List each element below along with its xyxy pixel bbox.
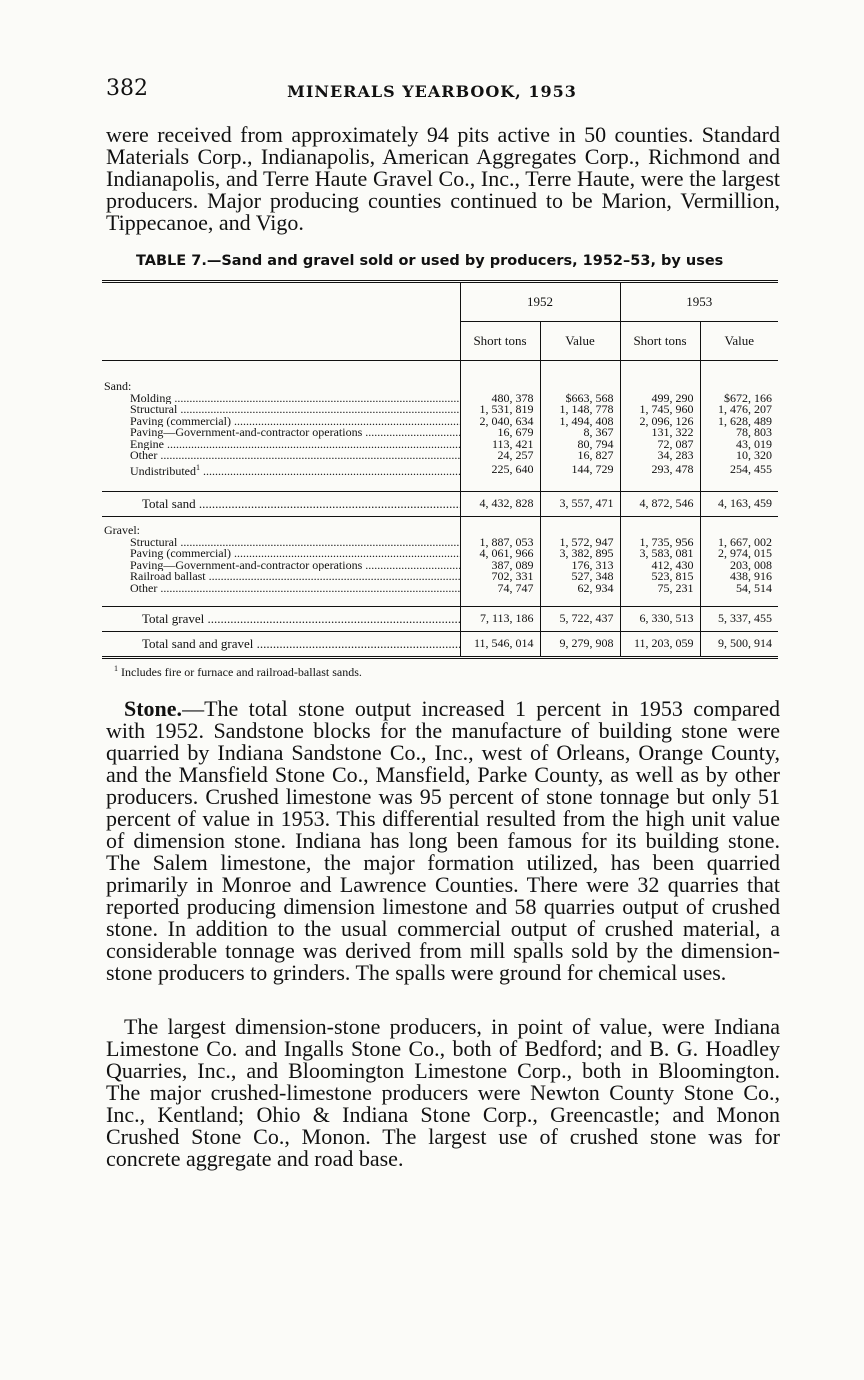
cell: 523, 815 <box>620 571 700 583</box>
cell: 5, 722, 437 <box>540 607 620 632</box>
cell: 3, 583, 081 <box>620 548 700 560</box>
row-label: Structural ..... <box>102 537 460 549</box>
cell: 6, 330, 513 <box>620 607 700 632</box>
row-label: Undistributed$^1$ ..... <box>102 462 460 478</box>
cell: 144, 729 <box>540 462 620 478</box>
row-label: Molding ..... <box>102 393 460 405</box>
intro-paragraph: were received from approximately 94 pits active in 50 counties. Standard Materials Corp., Indianapolis, American Aggregates Corp., Richmond and Indianapolis, and Terre Haute Gravel Co., Inc., Terre Haute, were the largest producers. Major producing counties continued to be Marion, Vermillion, Tippecanoe, and Vigo. <box>106 122 780 235</box>
col-value-1953: Value <box>700 322 778 361</box>
gravel-heading: Gravel: <box>104 523 140 537</box>
header-blank-2 <box>102 322 460 361</box>
total-gravel-row <box>102 607 778 632</box>
row-label: Paving—Government-and-contractor operations ..... <box>102 560 460 572</box>
cell: 78, 803 <box>700 427 778 439</box>
cell: 412, 430 <box>620 560 700 572</box>
cell: 4, 432, 828 <box>460 492 540 517</box>
sand-heading: Sand: <box>104 379 132 393</box>
cell: 3, 382, 895 <box>540 548 620 560</box>
cell: 16, 679 <box>460 427 540 439</box>
cell: 225, 640 <box>460 462 540 478</box>
row-label: Structural ..... <box>102 404 460 416</box>
cell: 62, 934 <box>540 583 620 595</box>
cell: 1, 494, 408 <box>540 416 620 428</box>
cell: $663, 568 <box>540 393 620 405</box>
cell: 54, 514 <box>700 583 778 595</box>
stone-lead: Stone. <box>124 696 183 721</box>
cell: 7, 113, 186 <box>460 607 540 632</box>
cell: 43, 019 <box>700 439 778 451</box>
cell: 176, 313 <box>540 560 620 572</box>
cell: 9, 279, 908 <box>540 632 620 658</box>
cell: 75, 231 <box>620 583 700 595</box>
table-caption: TABLE 7.—Sand and gravel sold or used by producers, 1952–53, by uses <box>136 253 724 269</box>
cell: 254, 455 <box>700 462 778 478</box>
cell: 1, 745, 960 <box>620 404 700 416</box>
cell: 74, 747 <box>460 583 540 595</box>
cell: 8, 367 <box>540 427 620 439</box>
cell: 11, 203, 059 <box>620 632 700 658</box>
cell: 4, 872, 546 <box>620 492 700 517</box>
row-label: Railroad ballast ..... <box>102 571 460 583</box>
row-label: Paving (commercial) ..... <box>102 416 460 428</box>
cell: 203, 008 <box>700 560 778 572</box>
year-1953: 1953 <box>620 282 778 322</box>
row-label: Total sand and gravel ..... <box>102 632 460 658</box>
sand-gravel-table <box>102 280 778 659</box>
row-label: Total gravel ..... <box>102 607 460 632</box>
cell: 1, 887, 053 <box>460 537 540 549</box>
cell: 11, 546, 014 <box>460 632 540 658</box>
col-value-1952: Value <box>540 322 620 361</box>
table-footnote: $^1$ Includes fire or furnace and railroad-ballast sands. <box>114 664 362 679</box>
cell: 16, 827 <box>540 450 620 462</box>
cell: 10, 320 <box>700 450 778 462</box>
cell: 527, 348 <box>540 571 620 583</box>
table-row <box>102 583 778 595</box>
grand-total-row <box>102 632 778 658</box>
col-short-tons-1953: Short tons <box>620 322 700 361</box>
cell: 9, 500, 914 <box>700 632 778 658</box>
cell: 499, 290 <box>620 393 700 405</box>
cell: 1, 476, 207 <box>700 404 778 416</box>
cell: 4, 163, 459 <box>700 492 778 517</box>
row-label: Total sand ..... <box>102 492 460 517</box>
stone-paragraph-2: The largest dimension-stone producers, in point of value, were Indiana Limestone Co. and Ingalls Stone Co., both of Bedford; and B. G. Hoadley Quarries, Inc., and Bloomington Limestone Corp., both in Bloomington. The major crushed-limestone producers were Newton County Stone Co., Inc., Kentland; Ohio & Indiana Stone Corp., Greencastle; and Monon Crushed Stone Co., Monon. The largest use of crushed stone was for concrete aggregate and road base. <box>106 1014 780 1171</box>
cell: 113, 421 <box>460 439 540 451</box>
cell: 1, 531, 819 <box>460 404 540 416</box>
year-1952: 1952 <box>460 282 620 322</box>
cell: 480, 378 <box>460 393 540 405</box>
header-blank <box>102 282 460 322</box>
cell: 4, 061, 966 <box>460 548 540 560</box>
row-label: Engine ..... <box>102 439 460 451</box>
cell: 1, 572, 947 <box>540 537 620 549</box>
table-row <box>102 450 778 462</box>
cell: 2, 974, 015 <box>700 548 778 560</box>
cell: 387, 089 <box>460 560 540 572</box>
col-short-tons-1952: Short tons <box>460 322 540 361</box>
page-number: 382 <box>106 76 148 101</box>
row-label: Paving—Government-and-contractor operations ..... <box>102 427 460 439</box>
row-label: Other ..... <box>102 583 460 595</box>
row-label: Paving (commercial) ..... <box>102 548 460 560</box>
cell: 131, 322 <box>620 427 700 439</box>
stone-paragraph-1: Stone.—The total stone output increased 1 percent in 1953 compared with 1952. Sandstone blocks for the manufacture of building stone were quarried by Indiana Sandstone Co., Inc., west of Orleans, Orange County, and the Mansfield Stone Co., Mansfield, Parke County, as well as by other producers. Crushed limestone was 95 percent of stone tonnage but only 51 percent of value in 1953. This differential resulted from the high unit value of dimension stone. Indiana has long been famous for its building stone. The Salem limestone, the major formation utilized, has been quarried primarily in Monroe and Lawrence Counties. There were 32 quarries that reported producing dimension limestone and 58 quarries output of crushed stone. In addition to the usual commercial output of crushed material, a considerable tonnage was derived from mill spalls sold by the dimension-stone producers to grinders. The spalls were ground for chemical uses. <box>106 696 780 985</box>
cell: 702, 331 <box>460 571 540 583</box>
total-sand-row <box>102 492 778 517</box>
running-title: MINERALS YEARBOOK, 1953 <box>287 82 577 101</box>
table-row <box>102 462 778 478</box>
cell: 1, 148, 778 <box>540 404 620 416</box>
cell: 34, 283 <box>620 450 700 462</box>
cell: 1, 735, 956 <box>620 537 700 549</box>
cell: 293, 478 <box>620 462 700 478</box>
cell: 5, 337, 455 <box>700 607 778 632</box>
cell: 1, 628, 489 <box>700 416 778 428</box>
cell: 24, 257 <box>460 450 540 462</box>
cell: 72, 087 <box>620 439 700 451</box>
row-label: Other ..... <box>102 450 460 462</box>
cell: 438, 916 <box>700 571 778 583</box>
cell: 3, 557, 471 <box>540 492 620 517</box>
cell: 1, 667, 002 <box>700 537 778 549</box>
cell: $672, 166 <box>700 393 778 405</box>
cell: 2, 096, 126 <box>620 416 700 428</box>
cell: 80, 794 <box>540 439 620 451</box>
cell: 2, 040, 634 <box>460 416 540 428</box>
